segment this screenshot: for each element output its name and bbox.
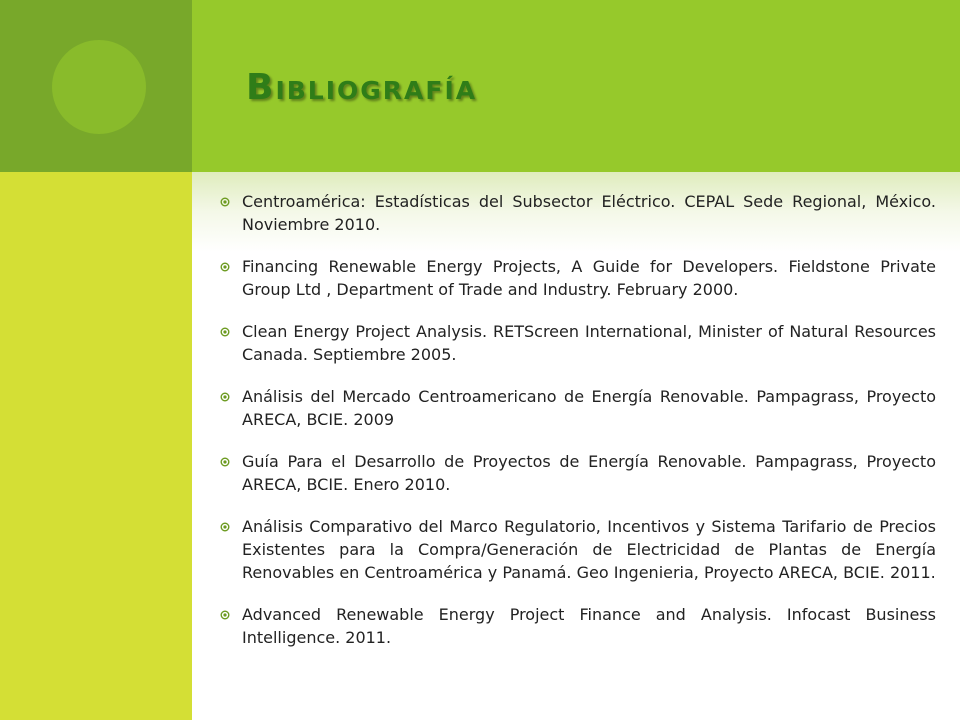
bibliography-list <box>212 190 936 649</box>
reference-text: Centroamérica: Estadísticas del Subsector Eléctrico. CEPAL Sede Regional, México. Noviembre 2010. <box>242 192 936 234</box>
reference-text: Guía Para el Desarrollo de Proyectos de Energía Renovable. Pampagrass, Proyecto ARECA, BCIE. Enero 2010. <box>242 452 936 494</box>
left-decorative-band <box>0 172 192 720</box>
list-item <box>212 255 936 301</box>
list-item <box>212 515 936 584</box>
decorative-circle <box>52 40 146 134</box>
circle-bullet-icon <box>220 392 230 402</box>
list-item <box>212 190 936 236</box>
reference-text: Análisis del Mercado Centroamericano de Energía Renovable. Pampagrass, Proyecto ARECA, BCIE. 2009 <box>242 387 936 429</box>
reference-text: Clean Energy Project Analysis. RETScreen International, Minister of Natural Resources Canada. Septiembre 2005. <box>242 322 936 364</box>
circle-bullet-icon <box>220 522 230 532</box>
circle-bullet-icon <box>220 610 230 620</box>
list-item <box>212 385 936 431</box>
circle-bullet-icon <box>220 327 230 337</box>
list-item <box>212 320 936 366</box>
header-left-panel <box>0 0 192 172</box>
list-item <box>212 603 936 649</box>
list-item <box>212 450 936 496</box>
circle-bullet-icon <box>220 197 230 207</box>
reference-text: Advanced Renewable Energy Project Finance and Analysis. Infocast Business Intelligence. 2011. <box>242 605 936 647</box>
circle-bullet-icon <box>220 457 230 467</box>
slide-title: Bibliografía <box>246 67 478 108</box>
circle-bullet-icon <box>220 262 230 272</box>
reference-text: Financing Renewable Energy Projects, A Guide for Developers. Fieldstone Private Group Ltd , Department of Trade and Industry. February 2000. <box>242 257 936 299</box>
reference-text: Análisis Comparativo del Marco Regulatorio, Incentivos y Sistema Tarifario de Precios Existentes para la Compra/Generación de Electricidad de Plantas de Energía Renovables en Centroamérica y Panamá. Geo Ingenieria, Proyecto ARECA, BCIE. 2011. <box>242 517 936 582</box>
